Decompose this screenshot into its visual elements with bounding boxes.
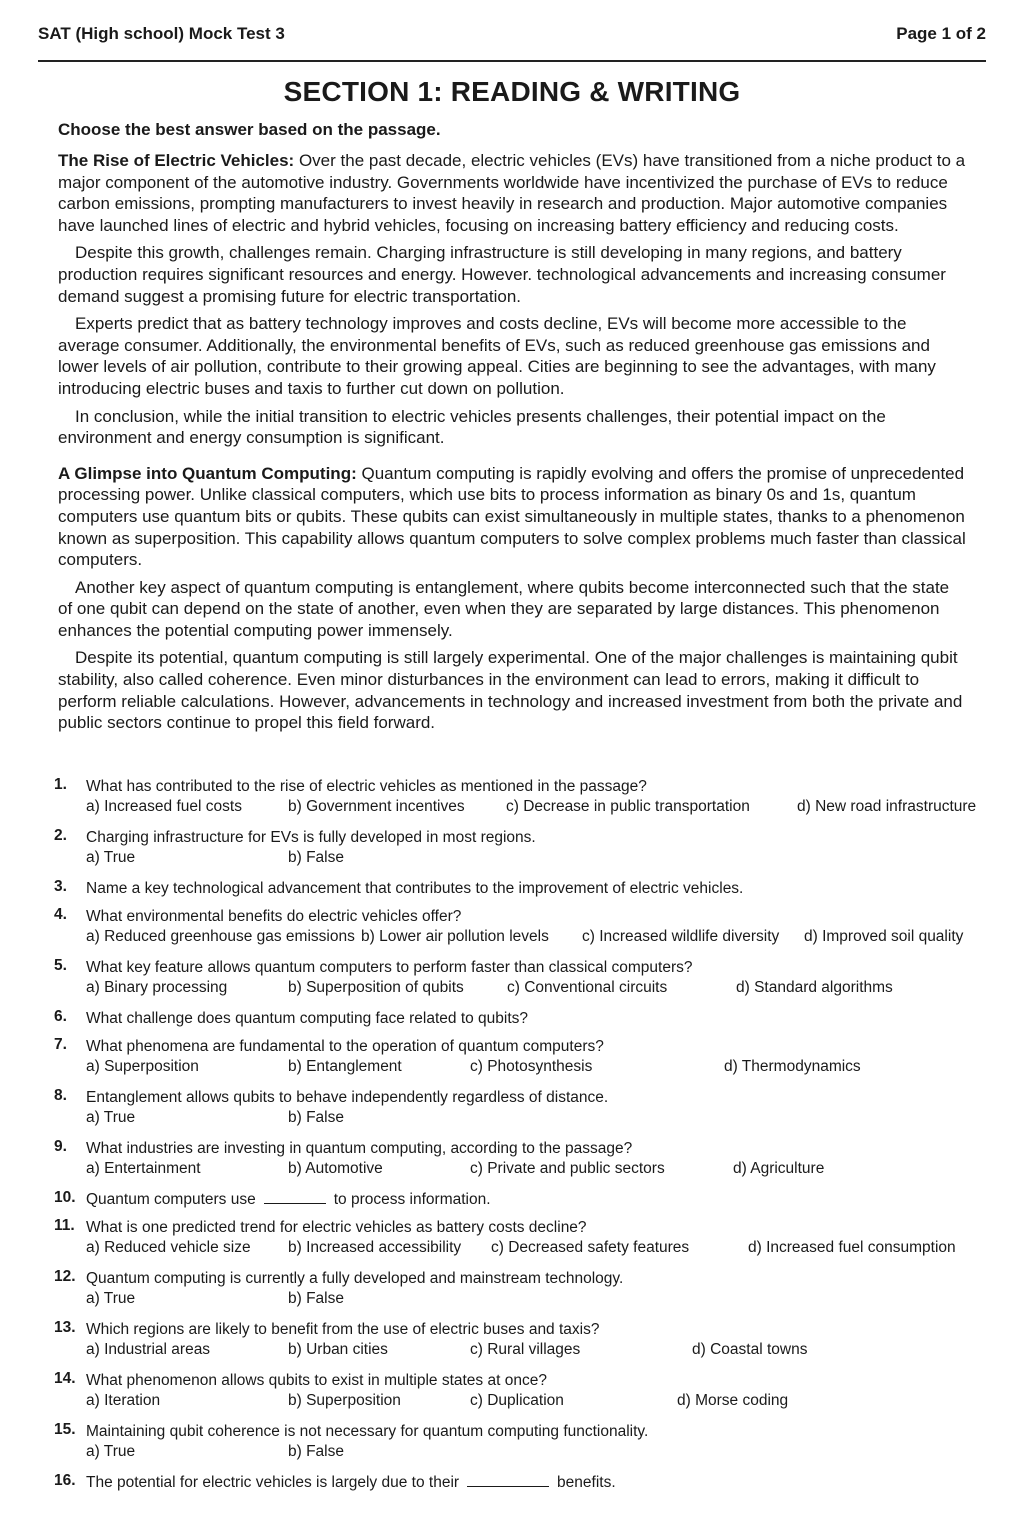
answer-option[interactable]: b) False bbox=[288, 849, 344, 866]
answer-option[interactable]: b) Government incentives bbox=[288, 798, 465, 815]
answer-option[interactable]: a) Reduced greenhouse gas emissions bbox=[86, 928, 355, 945]
question-stem: What challenge does quantum computing face related to qubits? bbox=[86, 1010, 529, 1027]
answer-option[interactable]: a) True bbox=[86, 1290, 136, 1307]
passage-text: Over the past decade, electric vehicles (EVs) have transitioned from a niche product to a major component of the automotive industry. Governments worldwide have incentivized the purchase of EVs to reduce carbon emissions, prompting manufacturers to invest heavily in research and production. Major automotive companies have launched lines of electric and hybrid vehicles, focusing on increasing battery efficiency and reducing costs. bbox=[58, 151, 966, 235]
question-number: 13. bbox=[54, 1319, 76, 1336]
answer-option[interactable]: a) Binary processing bbox=[86, 979, 228, 996]
answer-options bbox=[86, 1108, 994, 1131]
question-stem-end: to process information. bbox=[333, 1191, 491, 1208]
question-stem: What environmental benefits do electric vehicles offer? bbox=[86, 908, 462, 925]
passages-container bbox=[58, 150, 968, 740]
question-item bbox=[54, 827, 994, 871]
answer-option[interactable]: b) Superposition bbox=[288, 1392, 401, 1409]
answer-option[interactable]: a) True bbox=[86, 1443, 136, 1460]
question-stem: Quantum computing is currently a fully developed and mainstream technology. bbox=[86, 1270, 624, 1287]
question-item bbox=[54, 1189, 994, 1210]
question-item bbox=[54, 1138, 994, 1182]
passage-paragraph: Experts predict that as battery technology improves and costs decline, EVs will become more accessible to the average consumer. Additionally, the environmental benefits of EVs, such as reduced greenhouse gas emissions and lower levels of air pollution, contribute to their growing appeal. Cities are beginning to see the advantages, with many introducing electric buses and taxis to further cut down on pollution. bbox=[58, 314, 936, 398]
question-item bbox=[54, 1472, 994, 1493]
answer-option[interactable]: b) Automotive bbox=[288, 1160, 383, 1177]
question-item bbox=[54, 1087, 994, 1131]
question-stem: What industries are investing in quantum computing, according to the passage? bbox=[86, 1140, 633, 1157]
question-item bbox=[54, 1036, 994, 1080]
answer-option[interactable]: b) Urban cities bbox=[288, 1341, 388, 1358]
answer-option[interactable]: d) Increased fuel consumption bbox=[748, 1239, 956, 1256]
question-stem: What phenomenon allows qubits to exist in multiple states at once? bbox=[86, 1372, 547, 1389]
answer-option[interactable]: c) Duplication bbox=[470, 1392, 564, 1409]
answer-option[interactable]: d) Improved soil quality bbox=[804, 928, 964, 945]
question-list bbox=[54, 776, 994, 1500]
question-stem-start: The potential for electric vehicles is largely due to their bbox=[86, 1474, 460, 1491]
answer-options bbox=[86, 1391, 994, 1414]
answer-options bbox=[86, 1238, 994, 1261]
answer-option[interactable]: a) True bbox=[86, 849, 136, 866]
passage-paragraph: Despite its potential, quantum computing is still largely experimental. One of the major challenges is maintaining qubit stability, also called coherence. Even minor disturbances in the environment can lead to errors, making it difficult to perform reliable calculations. However, advancements in technology and increased investment from both the private and public sectors continue to propel this field forward. bbox=[58, 648, 963, 733]
question-item bbox=[54, 1370, 994, 1414]
question-stem: What phenomena are fundamental to the operation of quantum computers? bbox=[86, 1038, 604, 1055]
question-stem bbox=[86, 1472, 994, 1493]
answer-option[interactable]: d) Thermodynamics bbox=[724, 1058, 861, 1075]
question-number: 6. bbox=[54, 1008, 67, 1025]
question-item bbox=[54, 776, 994, 820]
question-number: 4. bbox=[54, 906, 67, 923]
instruction-text: Choose the best answer based on the passage. bbox=[58, 120, 441, 139]
question-item bbox=[54, 906, 994, 950]
answer-options bbox=[86, 1340, 994, 1363]
page-header bbox=[38, 24, 986, 46]
passage-heading: The Rise of Electric Vehicles: bbox=[58, 151, 295, 170]
answer-option[interactable]: a) Industrial areas bbox=[86, 1341, 211, 1358]
answer-option[interactable]: d) New road infrastructure bbox=[797, 798, 977, 815]
question-stem: Maintaining qubit coherence is not necessary for quantum computing functionality. bbox=[86, 1423, 649, 1440]
question-number: 7. bbox=[54, 1036, 67, 1053]
answer-option[interactable]: a) Iteration bbox=[86, 1392, 161, 1409]
question-item bbox=[54, 878, 994, 899]
passage-paragraph: In conclusion, while the initial transition to electric vehicles presents challenges, their potential impact on the environment and energy consumption is significant. bbox=[58, 406, 886, 448]
question-number: 11. bbox=[54, 1217, 75, 1234]
question-stem: Charging infrastructure for EVs is fully developed in most regions. bbox=[86, 829, 536, 846]
passage-text: Quantum computing is rapidly evolving and offers the promise of unprecedented processing power. Unlike classical computers, which use bits to process information as binary 0s and 1s, quantum computers use quantum bits or qubits. These qubits can exist simultaneously in multiple states, thanks to a phenomenon known as superposition. This capability allows quantum computers to solve complex problems much faster than classical computers. bbox=[58, 463, 966, 570]
question-number: 1. bbox=[54, 776, 67, 793]
question-stem: What key feature allows quantum computers to perform faster than classical computers? bbox=[86, 959, 693, 976]
question-number: 14. bbox=[54, 1370, 76, 1387]
passage-paragraph bbox=[58, 463, 968, 571]
question-stem: What is one predicted trend for electric vehicles as battery costs decline? bbox=[86, 1219, 587, 1236]
answer-option[interactable]: c) Rural villages bbox=[470, 1341, 581, 1358]
question-stem: Which regions are likely to benefit from the use of electric buses and taxis? bbox=[86, 1321, 600, 1338]
answer-option[interactable]: d) Agriculture bbox=[733, 1160, 825, 1177]
answer-option[interactable]: b) False bbox=[288, 1109, 344, 1126]
answer-options bbox=[86, 927, 994, 950]
answer-option[interactable]: c) Private and public sectors bbox=[470, 1160, 665, 1177]
answer-option[interactable]: c) Decrease in public transportation bbox=[506, 798, 750, 815]
question-number: 15. bbox=[54, 1421, 76, 1438]
answer-options bbox=[86, 978, 994, 1001]
question-item bbox=[54, 1008, 994, 1029]
answer-option[interactable]: b) False bbox=[288, 1443, 344, 1460]
question-number: 10. bbox=[54, 1189, 76, 1206]
answer-option[interactable]: d) Coastal towns bbox=[692, 1341, 808, 1358]
answer-options bbox=[86, 1057, 994, 1080]
answer-options bbox=[86, 1159, 994, 1182]
question-stem: Name a key technological advancement that contributes to the improvement of electric vehicles. bbox=[86, 880, 744, 897]
answer-option[interactable]: b) False bbox=[288, 1290, 344, 1307]
question-stem: Entanglement allows qubits to behave independently regardless of distance. bbox=[86, 1089, 609, 1106]
passage-paragraph: Despite this growth, challenges remain. Charging infrastructure is still developing in many regions, and battery production requires significant resources and energy. However. technological advancements and increasing consumer demand suggest a promising future for electric transportation. bbox=[58, 243, 946, 306]
answer-options bbox=[86, 1289, 994, 1312]
page-indicator: Page 1 of 2 bbox=[896, 24, 986, 43]
section-title: SECTION 1: READING & WRITING bbox=[283, 76, 741, 107]
question-stem-end: benefits. bbox=[557, 1474, 616, 1491]
passage-paragraph bbox=[58, 150, 968, 236]
answer-option[interactable]: b) Increased accessibility bbox=[288, 1239, 462, 1256]
answer-option[interactable]: a) Entertainment bbox=[86, 1160, 201, 1177]
header-divider bbox=[38, 60, 986, 62]
answer-option[interactable]: c) Conventional circuits bbox=[507, 979, 668, 996]
answer-option[interactable]: a) True bbox=[86, 1109, 136, 1126]
test-title: SAT (High school) Mock Test 3 bbox=[38, 24, 285, 43]
question-number: 3. bbox=[54, 878, 67, 895]
answer-blank[interactable] bbox=[264, 1191, 326, 1204]
answer-option[interactable]: c) Decreased safety features bbox=[491, 1239, 690, 1256]
question-stem-start: Quantum computers use bbox=[86, 1191, 256, 1208]
question-item bbox=[54, 1421, 994, 1465]
answer-options bbox=[86, 797, 994, 820]
answer-option[interactable]: b) Lower air pollution levels bbox=[361, 928, 549, 945]
question-number: 8. bbox=[54, 1087, 67, 1104]
question-stem: What has contributed to the rise of electric vehicles as mentioned in the passage? bbox=[86, 778, 647, 795]
passage-heading: A Glimpse into Quantum Computing: bbox=[58, 463, 357, 483]
answer-option[interactable]: d) Standard algorithms bbox=[736, 979, 893, 996]
answer-option[interactable]: d) Morse coding bbox=[677, 1392, 789, 1409]
question-number: 5. bbox=[54, 957, 67, 974]
answer-option[interactable]: a) Reduced vehicle size bbox=[86, 1239, 251, 1256]
answer-options bbox=[86, 1442, 994, 1465]
question-number: 9. bbox=[54, 1138, 67, 1155]
question-item bbox=[54, 957, 994, 1001]
answer-option[interactable]: c) Photosynthesis bbox=[470, 1058, 593, 1075]
answer-option[interactable]: a) Increased fuel costs bbox=[86, 798, 242, 815]
passage-paragraph: Another key aspect of quantum computing is entanglement, where qubits become interconnected such that the state of one qubit can depend on the state of another, even when they are separated by large distances. This phenomenon enhances the potential computing power immensely. bbox=[58, 577, 950, 640]
answer-option[interactable]: b) Superposition of qubits bbox=[288, 979, 464, 996]
question-number: 16. bbox=[54, 1472, 76, 1489]
question-item bbox=[54, 1319, 994, 1363]
question-item bbox=[54, 1217, 994, 1261]
question-stem bbox=[86, 1189, 994, 1210]
answer-option[interactable]: b) Entanglement bbox=[288, 1058, 402, 1075]
question-number: 12. bbox=[54, 1268, 76, 1285]
question-item bbox=[54, 1268, 994, 1312]
question-number: 2. bbox=[54, 827, 67, 844]
answer-option[interactable]: c) Increased wildlife diversity bbox=[582, 928, 780, 945]
answer-options bbox=[86, 848, 994, 871]
answer-blank[interactable] bbox=[467, 1474, 549, 1487]
answer-option[interactable]: a) Superposition bbox=[86, 1058, 199, 1075]
